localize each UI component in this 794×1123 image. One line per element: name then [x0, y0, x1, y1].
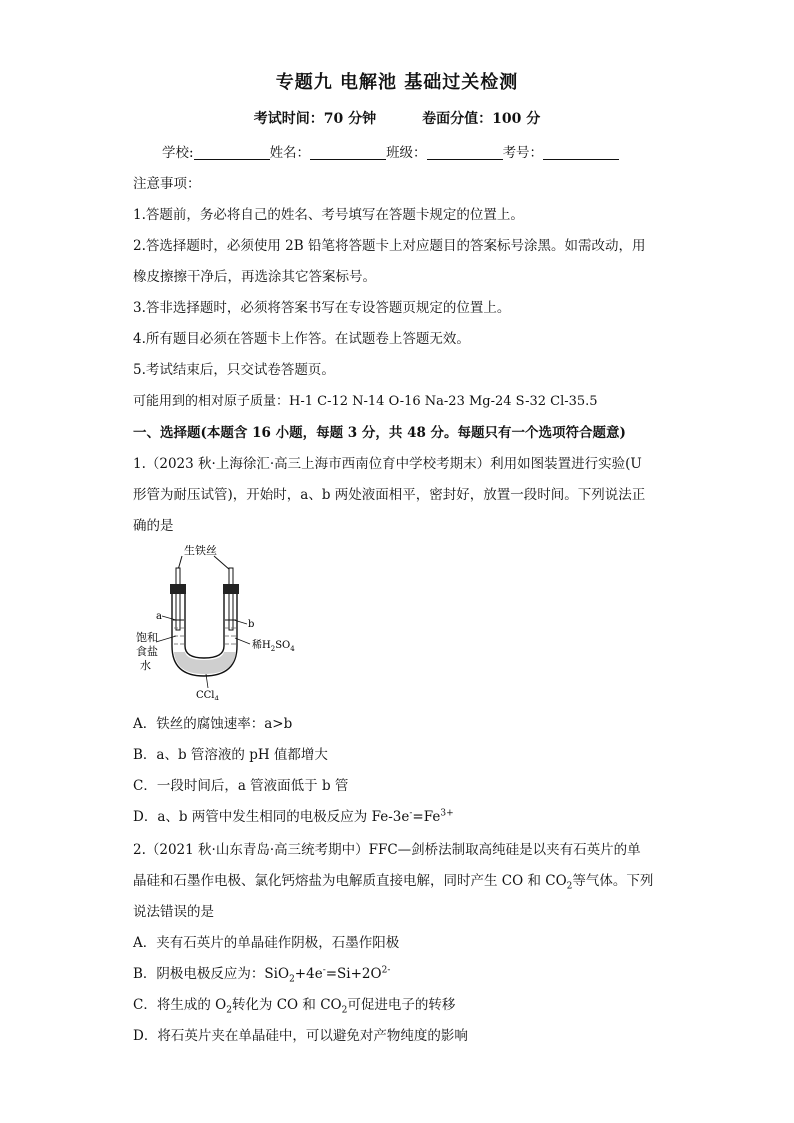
- number-blank[interactable]: [543, 145, 619, 160]
- exam-score: 卷面分值：100 分: [422, 111, 541, 127]
- name-blank[interactable]: [310, 145, 386, 160]
- note-item: 5.考试结束后，只交试卷答题页。: [133, 362, 335, 378]
- u-tube-diagram: [132, 540, 312, 700]
- note-item: 1.答题前，务必将自己的姓名、考号填写在答题卡规定的位置上。: [133, 207, 524, 223]
- question-1-text: 形管为耐压试管)，开始时，a、b 两处液面相平，密封好，放置一段时间。下列说法正: [133, 487, 646, 503]
- exam-meta: [0, 108, 794, 128]
- q2-option-d[interactable]: D．将石英片夹在单晶硅中，可以避免对产物纯度的影响: [133, 1028, 468, 1044]
- note-item: 4.所有题目必须在答题卡上作答。在试题卷上答题无效。: [133, 331, 470, 347]
- fig-saltwater-label: 水: [140, 659, 151, 672]
- fig-label-b: b: [248, 619, 255, 630]
- fig-label-a: a: [156, 611, 162, 622]
- student-info-row: [162, 141, 619, 161]
- fig-wire-label: 生铁丝: [184, 544, 217, 557]
- fig-saltwater-label: 食盐: [136, 645, 158, 658]
- fig-saltwater-label: 饱和: [136, 631, 158, 644]
- note-item: 橡皮擦擦干净后，再选涂其它答案标号。: [133, 269, 376, 285]
- class-blank[interactable]: [427, 145, 503, 160]
- option-c[interactable]: C．一段时间后，a 管液面低于 b 管: [133, 778, 349, 794]
- fig-ccl4-label: CCl$_4$: [196, 690, 219, 700]
- q2-option-b[interactable]: B．阴极电极反应为：$SiO_2+4e^-=Si+2O^{2-}$: [133, 965, 391, 985]
- school-label: 学校:: [162, 145, 194, 161]
- question-1-text: 确的是: [133, 518, 174, 534]
- option-b[interactable]: B．a、b 管溶液的 pH 值都增大: [133, 747, 328, 763]
- question-2-text: 晶硅和石墨作电极、氯化钙熔盐为电解质直接电解，同时产生 CO 和 $CO_2$等气体。下列: [133, 873, 654, 892]
- class-label: 班级：: [386, 145, 427, 161]
- question-2-text: 说法错误的是: [133, 904, 214, 920]
- question-1-text: 1.（2023 秋·上海徐汇·高三上海市西南位育中学校考期末）利用如图装置进行实验(U: [133, 456, 642, 472]
- note-item: 3.答非选择题时，必须将答案书写在专设答题页规定的位置上。: [133, 300, 511, 316]
- q2-option-a[interactable]: A．夹有石英片的单晶硅作阴极，石墨作阳极: [133, 935, 400, 951]
- notes-heading: 注意事项：: [133, 176, 201, 192]
- option-d[interactable]: D．a、b 两管中发生相同的电极反应为 $Fe-3e^-=Fe^{3+}$: [133, 808, 454, 825]
- option-a[interactable]: A．铁丝的腐蚀速率：a>b: [133, 716, 293, 732]
- exam-time: 考试时间：70 分钟: [253, 111, 377, 127]
- u-tube-figure: [132, 540, 312, 700]
- page-title: 专题九 电解池 基础过关检测: [275, 72, 519, 93]
- question-2-text: 2.（2021 秋·山东青岛·高三统考期中）FFC—剑桥法制取高纯硅是以夹有石英片的单: [133, 842, 641, 858]
- q2-option-c[interactable]: C．将生成的 $O_2$转化为 CO 和 $CO_2$可促进电子的转移: [133, 997, 456, 1016]
- name-label: 姓名：: [269, 145, 311, 161]
- school-blank[interactable]: [194, 145, 270, 160]
- number-label: 考号：: [502, 145, 544, 161]
- section-heading: 一、选择题(本题含 16 小题，每题 3 分，共 48 分。每题只有一个选项符合题意): [133, 425, 626, 441]
- fig-acid-label: 稀$H_2SO_4$: [252, 640, 295, 653]
- note-item: 2.答选择题时，必须使用 2B 铅笔将答题卡上对应题目的答案标号涂黑。如需改动，用: [133, 238, 646, 254]
- atomic-masses: 可能用到的相对原子质量：H-1 C-12 N-14 O-16 Na-23 Mg-24 S-32 Cl-35.5: [133, 394, 598, 409]
